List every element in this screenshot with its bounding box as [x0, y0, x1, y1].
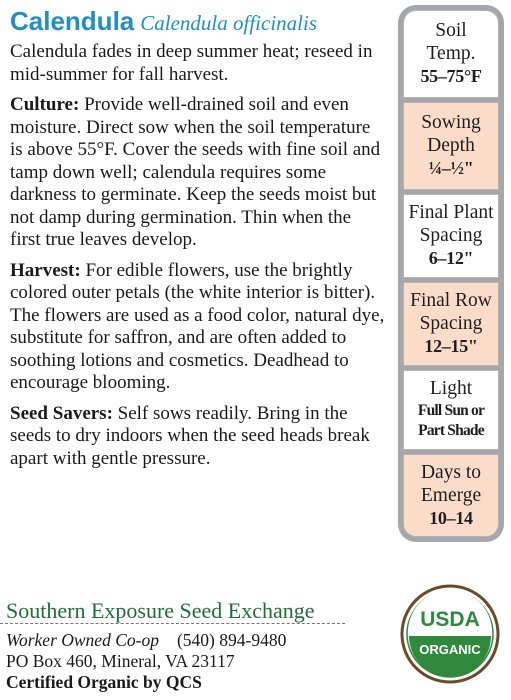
light-box [403, 370, 499, 450]
sowing-depth-box [403, 102, 499, 190]
address: PO Box 460, Mineral, VA 23117 [6, 651, 235, 671]
seal-top-text: USDA [420, 608, 480, 631]
sowing-depth-label-1: Sowing [421, 112, 481, 133]
soil-temp-box [403, 10, 499, 98]
plant-spacing-label-2: Spacing [419, 224, 483, 246]
coop-text: Worker Owned Co-op [6, 630, 159, 650]
light-value-2: Part Shade [418, 421, 484, 439]
culture-text: Provide well-drained soil and even moisture. Direct sow when the soil temperature is above 55°F. Cover the seeds with fine soil and tamp down well; calendula requires some darkness to germinate. Keep the seeds moist but not damp during germination. Thin when the first true leaves develop. [10, 94, 381, 250]
plant-spacing-label-1: Final Plant [408, 202, 494, 223]
certification: Certified Organic by QCS [6, 672, 202, 692]
harvest-label: Harvest: [10, 259, 81, 281]
harvest-paragraph [10, 260, 386, 395]
soil-temp-value: 55–75°F [420, 66, 482, 86]
intro-text: Calendula fades in deep summer heat; reseed in mid-summer for fall harvest. [10, 41, 373, 85]
plant-name: Calendula [10, 6, 135, 36]
culture-label: Culture: [10, 94, 80, 115]
seal-bottom-text: ORGANIC [419, 642, 481, 657]
row-spacing-value: 12–15" [424, 336, 478, 356]
light-label: Light [429, 378, 473, 399]
latin-name: Calendula officinalis [140, 11, 317, 35]
days-to-emerge-box [403, 454, 499, 537]
light-value-1: Full Sun or [417, 401, 485, 419]
usda-organic-seal-icon [400, 584, 500, 684]
growing-info [10, 6, 386, 478]
soil-temp-label-2: Temp. [426, 42, 476, 64]
seed-savers-label: Seed Savers: [10, 402, 113, 424]
coop-line [6, 630, 386, 651]
phone-number: (540) 894-9480 [176, 630, 287, 650]
plant-spacing-box [403, 194, 499, 278]
culture-paragraph [10, 94, 386, 252]
plant-spacing-value: 6–12" [428, 248, 474, 268]
sowing-depth-label-2: Depth [427, 134, 475, 156]
emerge-label-1: Days to [420, 462, 482, 483]
row-spacing-label-1: Final Row [410, 290, 492, 311]
seed-savers-paragraph [10, 403, 386, 471]
emerge-value: 10–14 [429, 508, 473, 528]
emerge-label-2: Emerge [420, 484, 482, 506]
row-spacing-label-2: Spacing [419, 312, 483, 334]
sowing-depth-value: ¼–½" [428, 158, 474, 178]
title-row [10, 6, 386, 37]
company-name: Southern Exposure Seed Exchange [6, 598, 315, 623]
soil-temp-label-1: Soil [435, 20, 467, 41]
sidebar-panel [398, 5, 504, 542]
seed-savers-text: Self sows readily. Bring in the seeds to dry indoors when the seed heads break apart with gentle pressure. [10, 402, 370, 469]
row-spacing-box [403, 282, 499, 366]
footer [6, 598, 386, 693]
harvest-text: For edible flowers, use the brightly colored outer petals (the white interior is bitter). The flowers are used as a food color, natural dye, substitute for saffron, and are often added to soothing lotions and cosmetics. Deadhead to encourage blooming. [10, 259, 385, 393]
